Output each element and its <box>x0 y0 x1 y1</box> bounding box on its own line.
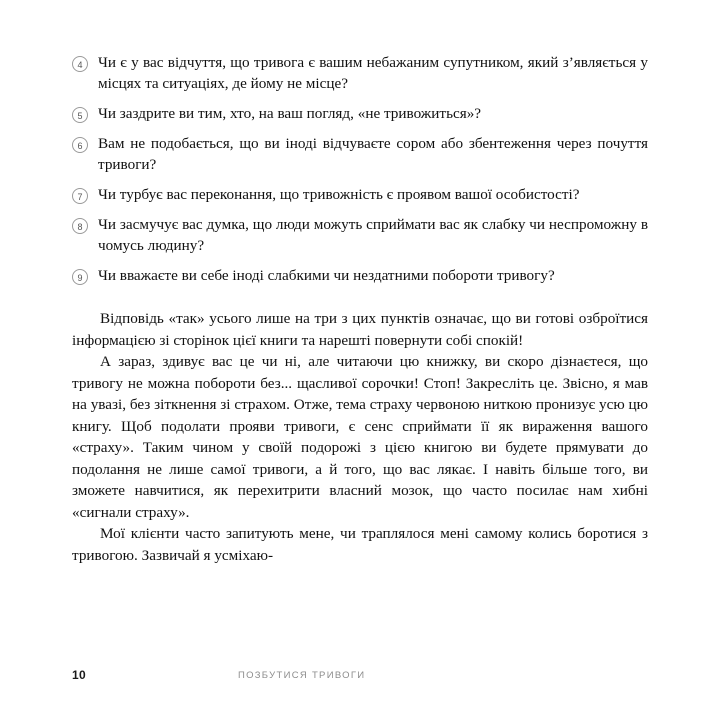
list-item-text: Вам не подобається, що ви іноді відчуваєте сором або збентеження через почуття тривоги? <box>98 135 648 173</box>
list-item-number: 7 <box>72 188 88 204</box>
list-item-text: Чи турбує вас переконання, що тривожність є проявом вашої особистості? <box>98 186 580 203</box>
paragraph: А зараз, здивує вас це чи ні, але читаючи цю книжку, ви скоро дізнаєтеся, що тривогу не можна побороти без... щасливої сорочки! Стоп! Закресліть це. Звісно, я мав на увазі, без зіткнення зі страхом. Отже, тема страху червоною ниткою пронизує усю цю книгу. Щоб подолати прояви тривоги, є сенс сприймати її як вираження вашого «страху». Таким чином у своїй подорожі з цією книгою ви будете прямувати до подолання не лише самої тривоги, а й того, що вас лякає. І навіть більше того, ви зможете навчитися, як перехитрити власний мозок, що часто посилає нам хибні «сигнали страху». <box>72 353 648 521</box>
paragraph: Відповідь «так» усього лише на три з цих пунктів означає, що ви готові озброїтися інформацією зі сторінок цієї книги та нарешті повернути собі спокій! <box>72 310 648 349</box>
list-item-number: 5 <box>72 107 88 123</box>
list-item-text: Чи є у вас відчуття, що тривога є вашим небажаним супутником, який з’являється у місцях та ситуаціях, де йому не місце? <box>98 54 648 92</box>
list-item-text: Чи вважаєте ви себе іноді слабкими чи нездатними побороти тривогу? <box>98 267 555 284</box>
list-item <box>72 52 648 94</box>
list-item-text: Чи засмучує вас думка, що люди можуть сприймати вас як слабку чи неспроможну в чомусь людину? <box>98 216 648 254</box>
list-item-number: 8 <box>72 218 88 234</box>
question-list <box>72 52 648 286</box>
list-item <box>72 133 648 175</box>
body-copy <box>72 308 648 566</box>
running-head: ПОЗБУТИСЯ ТРИВОГИ <box>237 669 366 681</box>
page-footer <box>72 668 648 682</box>
list-item <box>72 214 648 256</box>
list-item-number: 4 <box>72 56 88 72</box>
list-item <box>72 265 648 286</box>
list-item <box>72 103 648 124</box>
paragraph: Мої клієнти часто запитують мене, чи траплялося мені самому колись боротися з тривогою. Зазвичай я усміхаю- <box>72 525 648 564</box>
list-item <box>72 184 648 205</box>
page-number: 10 <box>72 668 86 682</box>
list-item-number: 9 <box>72 269 88 285</box>
list-item-text: Чи заздрите ви тим, хто, на ваш погляд, «не тривожиться»? <box>98 105 482 122</box>
list-item-number: 6 <box>72 137 88 153</box>
